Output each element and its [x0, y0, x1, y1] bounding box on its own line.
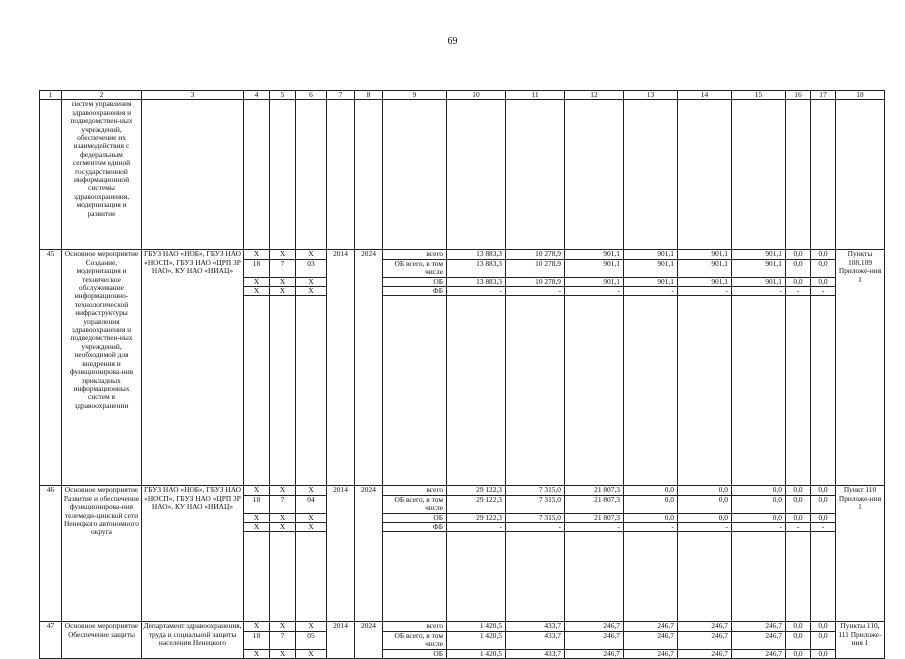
value-cell: 21 807,3	[565, 495, 624, 513]
code-cell: 7	[270, 495, 296, 513]
value-cell: -	[678, 287, 732, 296]
value-cell: 13 883,3	[447, 259, 506, 277]
value-cell: 0,0	[811, 486, 836, 495]
code-cell: Х	[296, 486, 327, 495]
end-year: 2024	[355, 622, 383, 659]
value-cell: 13 883,3	[447, 250, 506, 259]
value-cell: -	[565, 287, 624, 296]
column-header: 12	[565, 91, 624, 100]
cell	[732, 100, 786, 250]
cell	[270, 532, 296, 622]
code-cell: Х	[244, 277, 270, 286]
code-cell: 05	[296, 631, 327, 649]
cell	[355, 100, 383, 250]
column-header: 11	[506, 91, 565, 100]
cell	[811, 100, 836, 250]
value-cell: 29 122,3	[447, 495, 506, 513]
code-cell: Х	[270, 250, 296, 259]
value-cell: 246,7	[624, 649, 678, 658]
column-header: 4	[244, 91, 270, 100]
value-cell: 0,0	[786, 513, 811, 522]
cell	[447, 296, 506, 486]
code-cell: Х	[270, 486, 296, 495]
event-name: Основное мероприятие Обеспечение защиты	[62, 622, 142, 659]
value-cell: -	[447, 287, 506, 296]
cell	[624, 532, 678, 622]
value-cell: 901,1	[624, 250, 678, 259]
value-cell: 246,7	[565, 649, 624, 658]
column-header: 13	[624, 91, 678, 100]
cell	[447, 532, 506, 622]
value-cell: 901,1	[565, 277, 624, 286]
cell	[732, 296, 786, 486]
cell	[447, 100, 506, 250]
row-number: 47	[40, 622, 62, 659]
value-cell: 433,7	[506, 622, 565, 631]
executor: ГБУЗ НАО «НОБ», ГБУЗ НАО «НОСП», ГБУЗ НАО «ЦРП ЗР НАО», КУ НАО «НИАЦ»	[142, 486, 244, 622]
column-header: 6	[296, 91, 327, 100]
value-cell: 246,7	[732, 622, 786, 631]
code-cell: Х	[244, 486, 270, 495]
event-continuation: систем управления здравоохранения и подведомствен-ных учреждений, обеспечение их взаимодействия с федеральным сегментом единой государственной информационной системы здравоохранения, модернизация и развитие	[62, 100, 142, 250]
funding-source: ОБ всего, в том числе	[383, 631, 447, 649]
value-cell: 246,7	[565, 622, 624, 631]
executor: Департамент здравоохранения, труда и социальной защиты населения Ненецкого	[142, 622, 244, 659]
column-header: 9	[383, 91, 447, 100]
funding-source: ФБ	[383, 287, 447, 296]
value-cell: 246,7	[732, 649, 786, 658]
cell	[383, 100, 447, 250]
funding-source: всего	[383, 250, 447, 259]
value-cell: 13 883,3	[447, 277, 506, 286]
value-cell: 1 420,5	[447, 649, 506, 658]
column-header: 16	[786, 91, 811, 100]
column-header: 7	[327, 91, 355, 100]
value-cell: 0,0	[811, 250, 836, 259]
cell	[836, 100, 885, 250]
cell	[270, 296, 296, 486]
cell	[506, 296, 565, 486]
table-body	[40, 91, 885, 659]
value-cell: 901,1	[732, 250, 786, 259]
value-cell: 901,1	[624, 259, 678, 277]
value-cell: -	[565, 523, 624, 532]
code-cell: Х	[244, 287, 270, 296]
value-cell: -	[624, 287, 678, 296]
column-header-row	[40, 91, 885, 100]
value-cell: -	[811, 523, 836, 532]
table-row	[40, 622, 885, 631]
table-row	[40, 250, 885, 259]
column-header: 15	[732, 91, 786, 100]
column-header: 14	[678, 91, 732, 100]
column-header: 5	[270, 91, 296, 100]
value-cell: 10 278,9	[506, 250, 565, 259]
table-row	[40, 486, 885, 495]
code-cell: Х	[244, 250, 270, 259]
cell	[678, 100, 732, 250]
value-cell: 901,1	[624, 277, 678, 286]
value-cell: 29 122,3	[447, 486, 506, 495]
event-name: Основное мероприятие Развитие и обеспечение функционирова-ния телемеди-цинской сети Ненецкого автономного округа	[62, 486, 142, 622]
value-cell: 0,0	[786, 631, 811, 649]
value-cell: 0,0	[624, 486, 678, 495]
value-cell: 901,1	[565, 250, 624, 259]
cell	[786, 296, 811, 486]
funding-source: всего	[383, 622, 447, 631]
cell	[678, 532, 732, 622]
start-year: 2014	[327, 622, 355, 659]
value-cell: 0,0	[678, 513, 732, 522]
value-cell: -	[506, 287, 565, 296]
funding-source: ОБ	[383, 513, 447, 522]
start-year: 2014	[327, 486, 355, 622]
funding-source: ОБ	[383, 277, 447, 286]
cell	[383, 532, 447, 622]
value-cell: 901,1	[732, 259, 786, 277]
cell	[244, 532, 270, 622]
start-year: 2014	[327, 250, 355, 486]
cell	[296, 296, 327, 486]
value-cell: -	[447, 523, 506, 532]
value-cell: 0,0	[732, 513, 786, 522]
code-cell: Х	[244, 649, 270, 658]
value-cell: -	[678, 523, 732, 532]
cell	[624, 296, 678, 486]
value-cell: 901,1	[678, 259, 732, 277]
value-cell: 901,1	[678, 250, 732, 259]
value-cell: 1 420,5	[447, 631, 506, 649]
value-cell: 21 807,3	[565, 513, 624, 522]
column-header: 10	[447, 91, 506, 100]
value-cell: 0,0	[624, 513, 678, 522]
code-cell: Х	[270, 513, 296, 522]
value-cell: 0,0	[786, 649, 811, 658]
value-cell: 0,0	[811, 259, 836, 277]
value-cell: 0,0	[811, 277, 836, 286]
value-cell: 0,0	[732, 495, 786, 513]
value-cell: 246,7	[678, 622, 732, 631]
value-cell: 7 315,0	[506, 486, 565, 495]
code-cell: Х	[296, 287, 327, 296]
column-header: 17	[811, 91, 836, 100]
end-year: 2024	[355, 250, 383, 486]
cell	[270, 100, 296, 250]
code-cell: Х	[244, 513, 270, 522]
value-cell: 0,0	[732, 486, 786, 495]
value-cell: 901,1	[678, 277, 732, 286]
value-cell: 0,0	[678, 495, 732, 513]
event-name: Основное мероприятие Создание, модернизация и техническое обслуживание информационно-технологической инфраструктуры управления здравоохранения и подведомствен-ных учреждений, необходимой для внедрения и функционирова-ния прикладных информационных систем в здравоохранении	[62, 250, 142, 486]
code-cell: Х	[270, 523, 296, 532]
cell	[506, 100, 565, 250]
value-cell: 246,7	[624, 622, 678, 631]
program-table	[39, 90, 885, 659]
code-cell: Х	[296, 523, 327, 532]
code-cell: 7	[270, 259, 296, 277]
code-cell: Х	[270, 649, 296, 658]
value-cell: 901,1	[732, 277, 786, 286]
cell	[732, 532, 786, 622]
note: Пункты 110, 111 Приложе-ния 1	[836, 622, 885, 659]
value-cell: 0,0	[811, 649, 836, 658]
value-cell: 246,7	[678, 631, 732, 649]
cell	[565, 100, 624, 250]
code-cell: Х	[296, 513, 327, 522]
funding-source: ОБ	[383, 649, 447, 658]
value-cell: 246,7	[565, 631, 624, 649]
cell	[624, 100, 678, 250]
continuation-row	[40, 100, 885, 250]
value-cell: 0,0	[786, 259, 811, 277]
cell	[565, 532, 624, 622]
value-cell: 246,7	[624, 631, 678, 649]
code-cell: Х	[270, 622, 296, 631]
code-cell: Х	[244, 523, 270, 532]
funding-source: ОБ всего, в том числе	[383, 495, 447, 513]
funding-source: ФБ	[383, 523, 447, 532]
value-cell: 0,0	[811, 631, 836, 649]
cell	[383, 296, 447, 486]
code-cell: Х	[270, 277, 296, 286]
value-cell: -	[732, 523, 786, 532]
note: Пункты 108,109 Приложе-ния 1	[836, 250, 885, 486]
cell	[565, 296, 624, 486]
row-number: 46	[40, 486, 62, 622]
value-cell: -	[811, 287, 836, 296]
code-cell: Х	[296, 250, 327, 259]
column-header: 2	[62, 91, 142, 100]
value-cell: 7 315,0	[506, 495, 565, 513]
value-cell: 0,0	[678, 486, 732, 495]
value-cell: 0,0	[811, 495, 836, 513]
value-cell: 0,0	[786, 622, 811, 631]
code-cell: 18	[244, 631, 270, 649]
value-cell: -	[732, 287, 786, 296]
value-cell: -	[624, 523, 678, 532]
code-cell: 18	[244, 495, 270, 513]
column-header: 18	[836, 91, 885, 100]
value-cell: -	[786, 523, 811, 532]
cell	[327, 100, 355, 250]
cell	[811, 532, 836, 622]
value-cell: -	[786, 287, 811, 296]
cell	[296, 532, 327, 622]
cell	[678, 296, 732, 486]
funding-source: ОБ всего, в том числе	[383, 259, 447, 277]
end-year: 2024	[355, 486, 383, 622]
value-cell: 1 420,5	[447, 622, 506, 631]
code-cell: 03	[296, 259, 327, 277]
value-cell: 10 278,9	[506, 259, 565, 277]
executor: ГБУЗ НАО «НОБ», ГБУЗ НАО «НОСП», ГБУЗ НАО «ЦРП ЗР НАО», КУ НАО «НИАЦ»	[142, 250, 244, 486]
cell	[142, 100, 244, 250]
note: Пункт 110 Приложе-ния 1	[836, 486, 885, 622]
column-header: 3	[142, 91, 244, 100]
cell	[296, 100, 327, 250]
column-header: 1	[40, 91, 62, 100]
value-cell: 21 807,3	[565, 486, 624, 495]
value-cell: 29 122,3	[447, 513, 506, 522]
value-cell: 10 278,9	[506, 277, 565, 286]
code-cell: 18	[244, 259, 270, 277]
value-cell: 246,7	[678, 649, 732, 658]
funding-source: всего	[383, 486, 447, 495]
code-cell: Х	[270, 287, 296, 296]
cell	[786, 532, 811, 622]
value-cell: 433,7	[506, 649, 565, 658]
code-cell: 7	[270, 631, 296, 649]
value-cell: 0,0	[786, 486, 811, 495]
column-header: 8	[355, 91, 383, 100]
code-cell: Х	[296, 622, 327, 631]
cell	[244, 100, 270, 250]
cell	[244, 296, 270, 486]
value-cell: 0,0	[811, 513, 836, 522]
cell	[506, 532, 565, 622]
value-cell: 246,7	[732, 631, 786, 649]
value-cell: 0,0	[786, 495, 811, 513]
code-cell: Х	[244, 622, 270, 631]
cell	[811, 296, 836, 486]
code-cell: 04	[296, 495, 327, 513]
code-cell: Х	[296, 649, 327, 658]
cell	[40, 100, 62, 250]
page-number: 69	[447, 36, 458, 47]
value-cell: -	[506, 523, 565, 532]
code-cell: Х	[296, 277, 327, 286]
value-cell: 901,1	[565, 259, 624, 277]
value-cell: 0,0	[624, 495, 678, 513]
cell	[786, 100, 811, 250]
row-number: 45	[40, 250, 62, 486]
value-cell: 433,7	[506, 631, 565, 649]
value-cell: 0,0	[786, 277, 811, 286]
value-cell: 0,0	[811, 622, 836, 631]
value-cell: 0,0	[786, 250, 811, 259]
value-cell: 7 315,0	[506, 513, 565, 522]
